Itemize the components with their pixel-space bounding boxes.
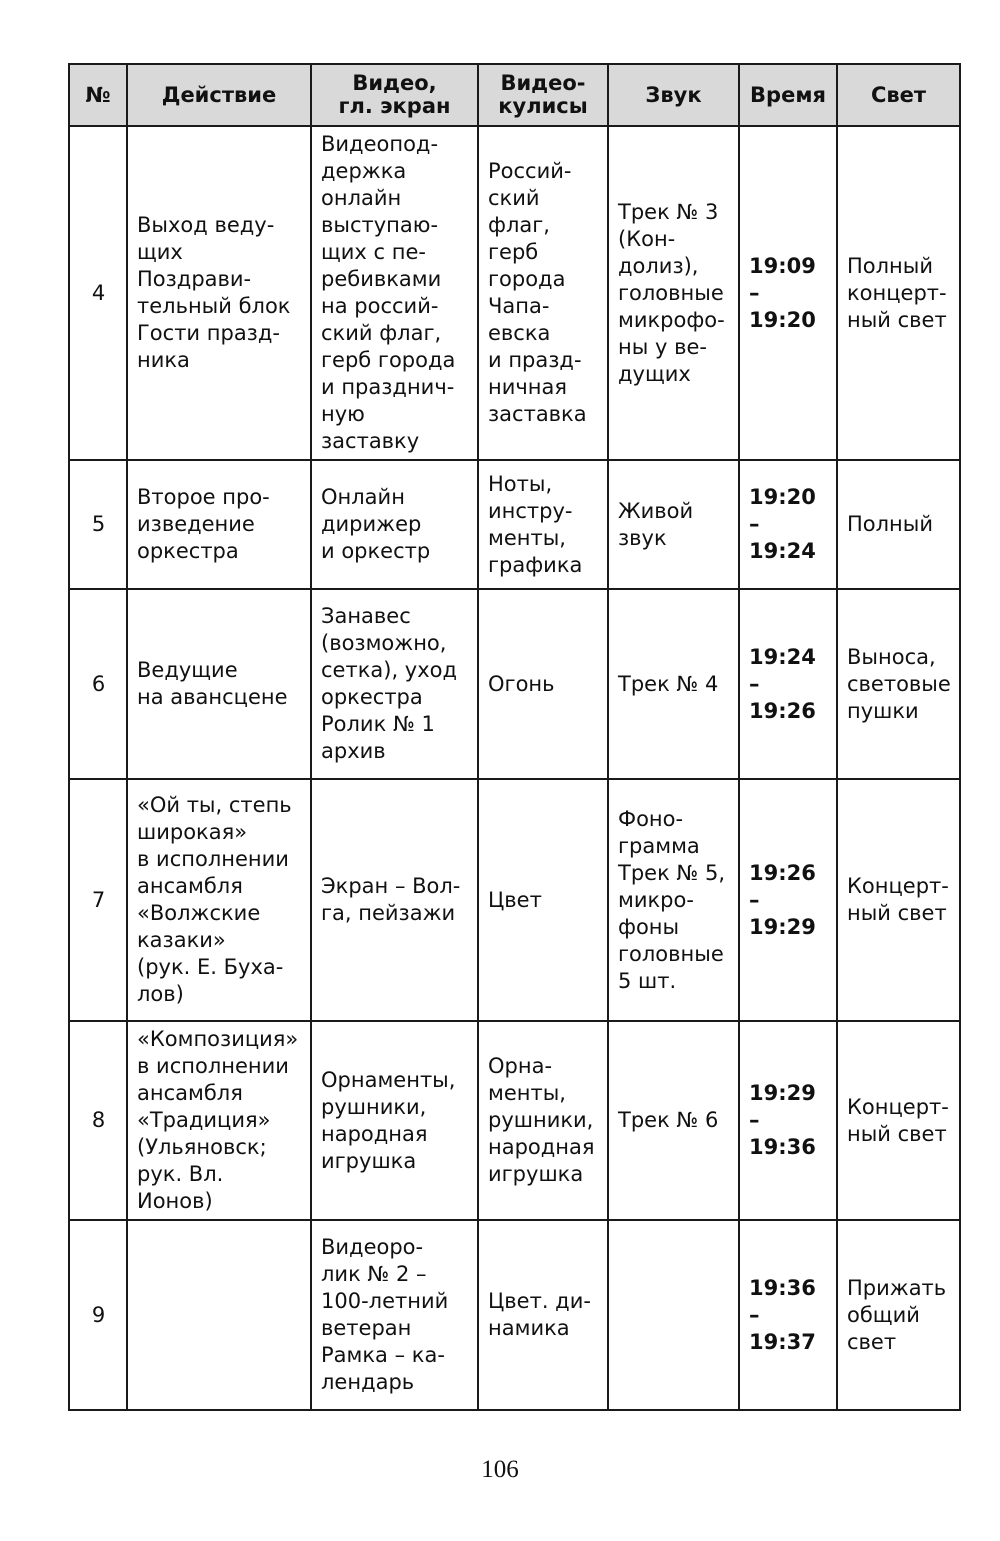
cell-video-main: Онлайн дирижер и оркестр — [311, 460, 478, 589]
table-row — [69, 1021, 960, 1220]
cell-sound: Трек № 3 (Кон- долиз), головные микрофо- ны у ве- дущих — [608, 126, 739, 460]
header-row — [69, 64, 960, 126]
cell-num: 9 — [69, 1220, 127, 1410]
header-video-main: Видео, гл. экран — [311, 64, 478, 126]
cell-num: 8 — [69, 1021, 127, 1220]
cell-sound: Живой звук — [608, 460, 739, 589]
cell-video-main: Видеоро- лик № 2 – 100-летний ветеран Рамка – ка- лендарь — [311, 1220, 478, 1410]
cell-video-main: Орнаменты, рушники, народная игрушка — [311, 1021, 478, 1220]
cell-time: 19:36 – 19:37 — [739, 1220, 837, 1410]
cell-action: Выход веду- щих Поздрави- тельный блок Гости празд- ника — [127, 126, 311, 460]
cell-video-main: Занавес (возможно, сетка), уход оркестра Ролик № 1 архив — [311, 589, 478, 779]
table-row — [69, 460, 960, 589]
header-sound: Звук — [608, 64, 739, 126]
cell-num: 6 — [69, 589, 127, 779]
cell-video-main: Экран – Вол- га, пейзажи — [311, 779, 478, 1021]
cell-light: Концерт- ный свет — [837, 1021, 960, 1220]
cell-sound — [608, 1220, 739, 1410]
cell-action: Второе про- изведение оркестра — [127, 460, 311, 589]
cell-light: Полный концерт- ный свет — [837, 126, 960, 460]
table-row — [69, 126, 960, 460]
cell-time: 19:24 – 19:26 — [739, 589, 837, 779]
cell-video-wings: Россий- ский флаг, герб города Чапа- евска и празд- ничная заставка — [478, 126, 608, 460]
cell-time: 19:26 – 19:29 — [739, 779, 837, 1021]
table-row — [69, 779, 960, 1021]
cell-light: Прижать общий свет — [837, 1220, 960, 1410]
cell-video-wings: Орна- менты, рушники, народная игрушка — [478, 1021, 608, 1220]
table-row — [69, 589, 960, 779]
cell-sound: Трек № 4 — [608, 589, 739, 779]
cell-action: «Ой ты, степь широкая» в исполнении ансамбля «Волжские казаки» (рук. Е. Буха- лов) — [127, 779, 311, 1021]
header-time: Время — [739, 64, 837, 126]
schedule-table — [68, 63, 961, 1411]
header-light: Свет — [837, 64, 960, 126]
cell-time: 19:09 – 19:20 — [739, 126, 837, 460]
table-row — [69, 1220, 960, 1410]
cell-sound: Фоно- грамма Трек № 5, микро- фоны головные 5 шт. — [608, 779, 739, 1021]
cell-video-wings: Цвет. ди- намика — [478, 1220, 608, 1410]
cell-sound: Трек № 6 — [608, 1021, 739, 1220]
cell-light: Выноса, световые пушки — [837, 589, 960, 779]
cell-num: 4 — [69, 126, 127, 460]
cell-video-wings: Ноты, инстру- менты, графика — [478, 460, 608, 589]
cell-video-wings: Цвет — [478, 779, 608, 1021]
cell-action — [127, 1220, 311, 1410]
cell-action: «Композиция» в исполнении ансамбля «Традиция» (Ульяновск; рук. Вл. Ионов) — [127, 1021, 311, 1220]
cell-time: 19:20 – 19:24 — [739, 460, 837, 589]
cell-num: 5 — [69, 460, 127, 589]
cell-action: Ведущие на авансцене — [127, 589, 311, 779]
header-action: Действие — [127, 64, 311, 126]
page-number: 106 — [481, 1456, 519, 1483]
cell-time: 19:29 – 19:36 — [739, 1021, 837, 1220]
header-video-wings: Видео- кулисы — [478, 64, 608, 126]
header-num: № — [69, 64, 127, 126]
cell-video-wings: Огонь — [478, 589, 608, 779]
cell-light: Концерт- ный свет — [837, 779, 960, 1021]
cell-video-main: Видеопод- держка онлайн выступаю- щих с пе- ребивками на россий- ский флаг, герб города и празднич- ную заставку — [311, 126, 478, 460]
cell-light: Полный — [837, 460, 960, 589]
cell-num: 7 — [69, 779, 127, 1021]
